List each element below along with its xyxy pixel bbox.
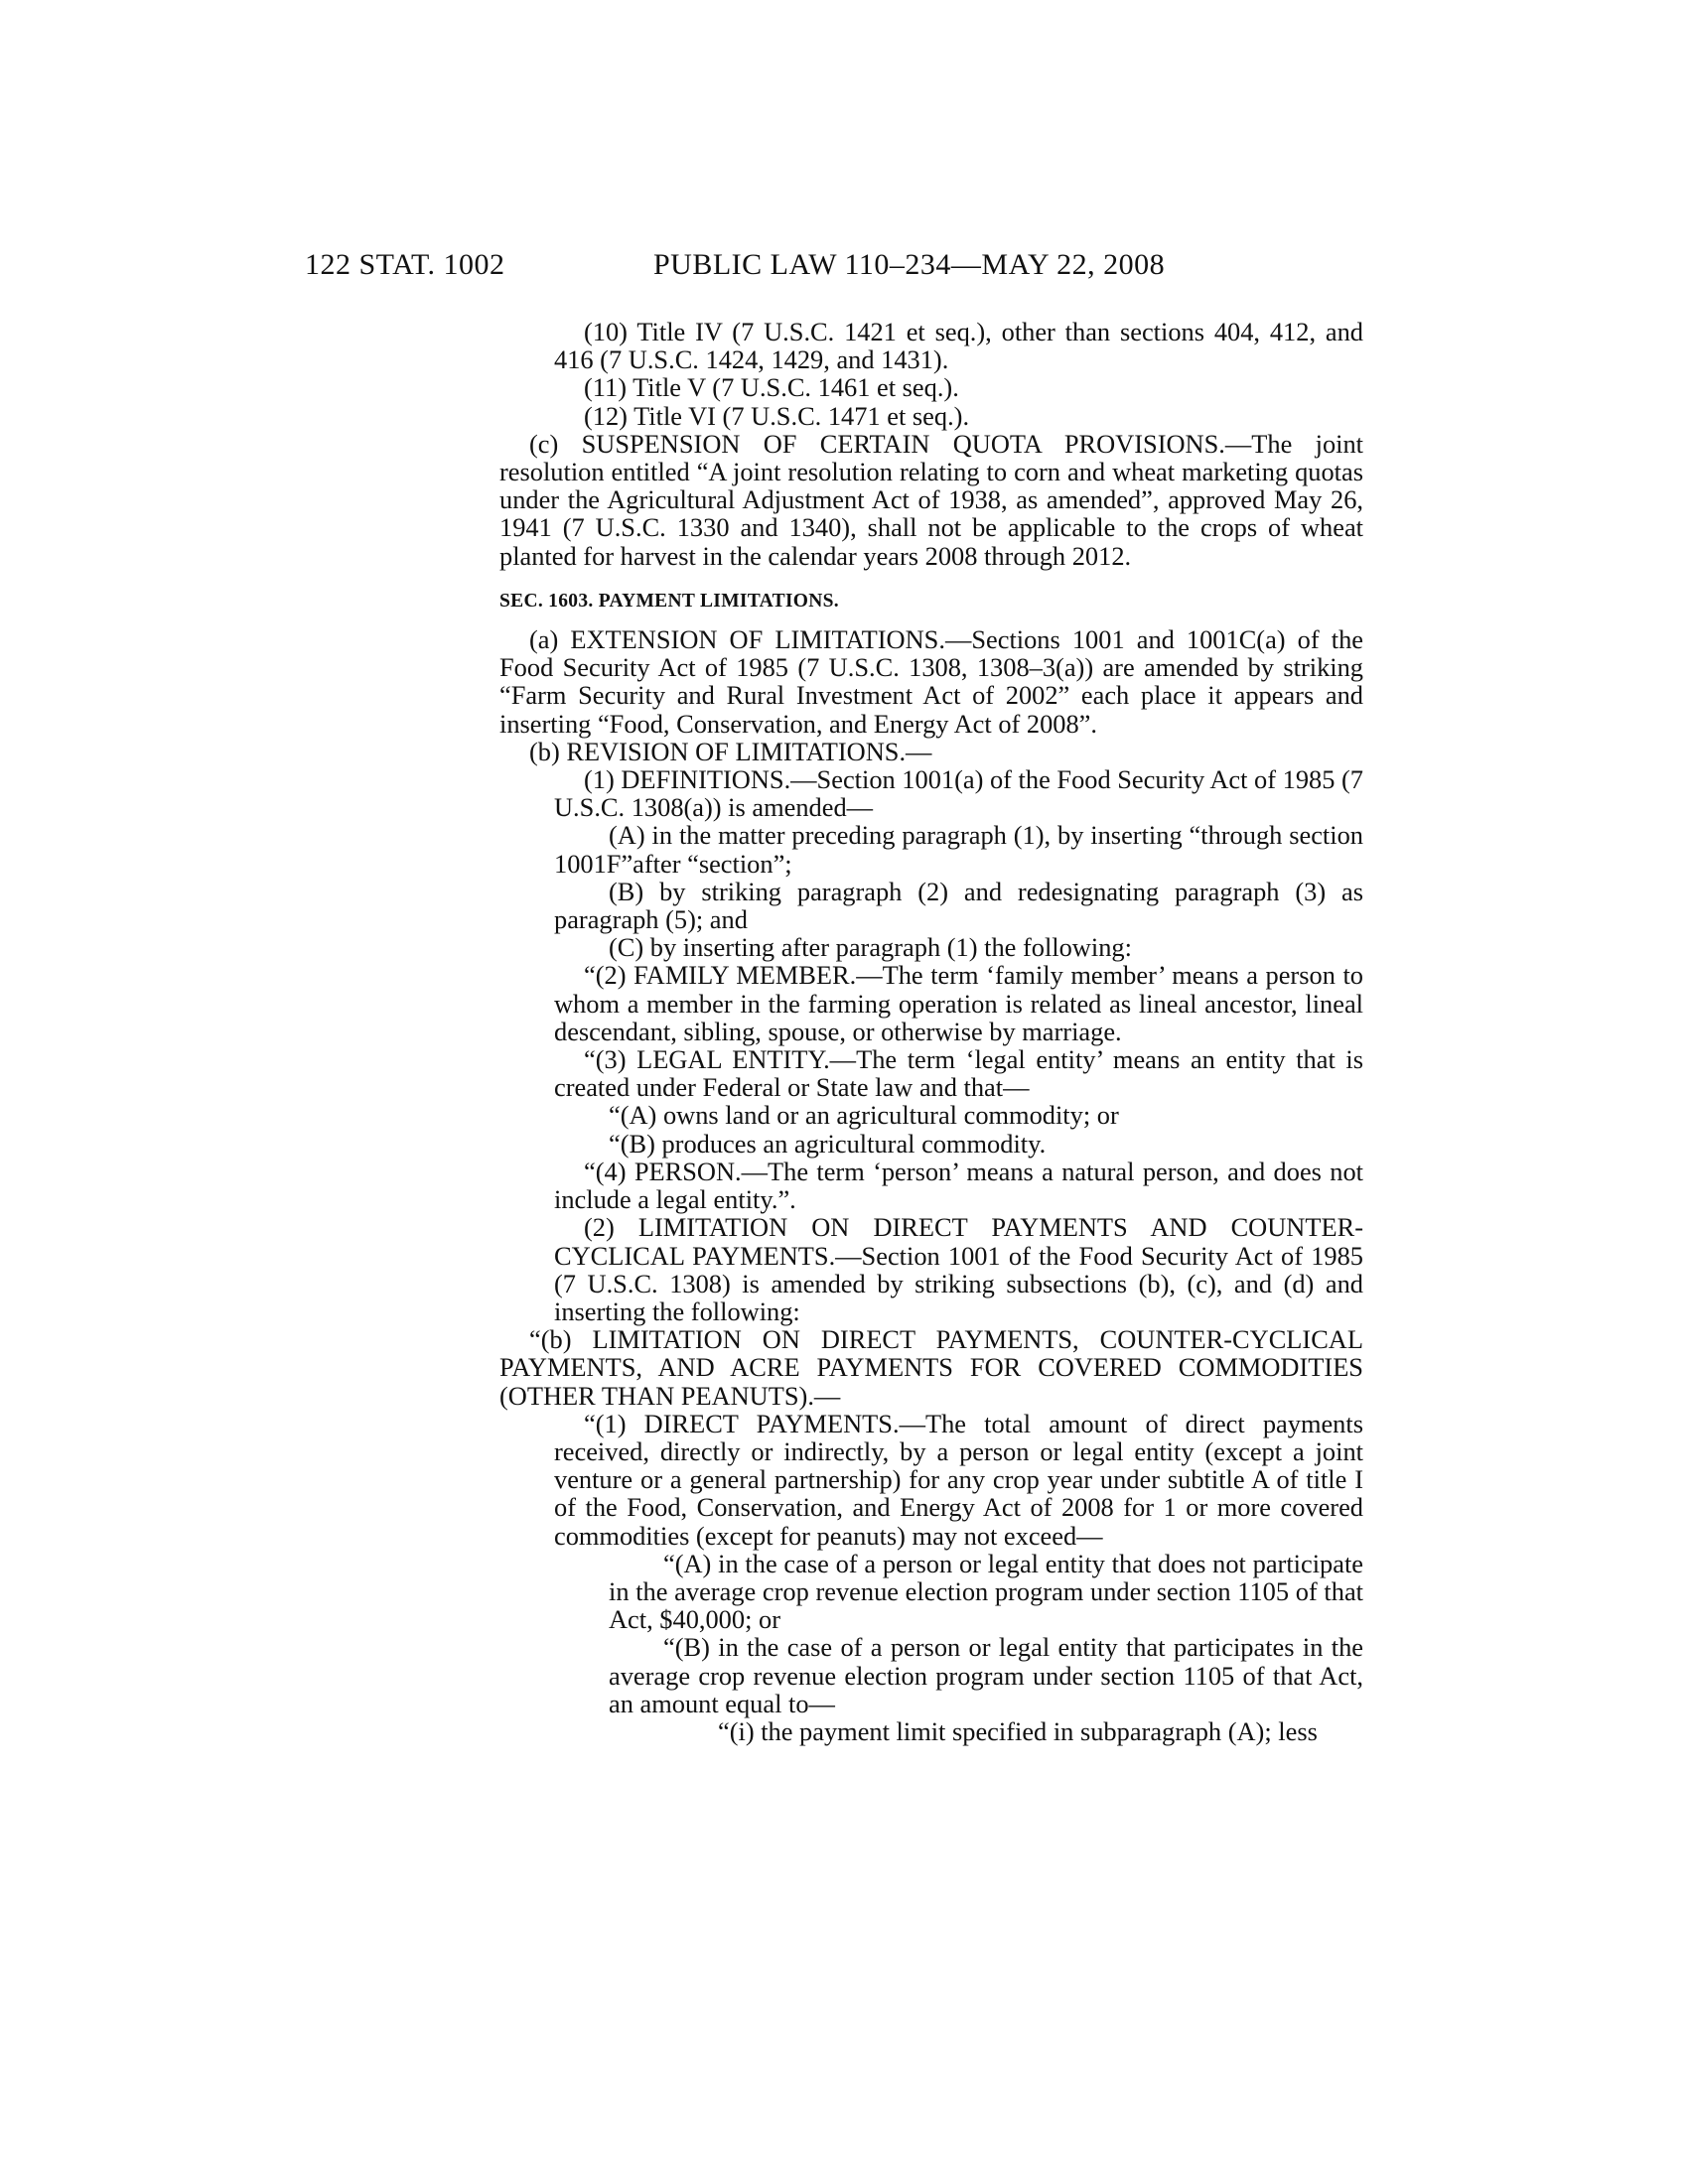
para-person: “(4) PERSON.—The term ‘person’ means a natural person, and does not include a legal entity.”. [554,1156,1363,1215]
section-heading: SEC. 1603. PAYMENT LIMITATIONS. [499,590,839,612]
page-law-header: PUBLIC LAW 110–234—MAY 22, 2008 [653,248,1166,281]
para-limitation-direct-payments: (2) LIMITATION ON DIRECT PAYMENTS AND COUNTER-CYCLICAL PAYMENTS.—Section 1001 of the Food Security Act of 1985 (7 U.S.C. 1308) is amended by striking subsections (b), (c), and (d) and inserting the following: [554,1212,1363,1326]
para-legal-entity-a: “(A) owns land or an agricultural commodity; or [609,1100,1119,1131]
para-direct-payments-b: “(B) in the case of a person or legal entity that participates in the average crop revenue election program under section 1105 of that Act, an amount equal to— [609,1632,1363,1718]
para-extension-limitations: (a) EXTENSION OF LIMITATIONS.—Sections 1001 and 1001C(a) of the Food Security Act of 1985 (7 U.S.C. 1308, 1308–3(a)) are amended by striking “Farm Security and Rural Investment Act of 2002” each place it appears and inserting “Food, Conservation, and Energy Act of 2008”. [499,624,1363,739]
para-direct-payments-b-i: “(i) the payment limit specified in subparagraph (A); less [718,1715,1318,1746]
para-definitions-a: (A) in the matter preceding paragraph (1), by inserting “through section 1001F”after “section”; [554,820,1363,879]
para-legal-entity-b: “(B) produces an agricultural commodity. [609,1128,1047,1159]
para-direct-payments: “(1) DIRECT PAYMENTS.—The total amount of direct payments received, directly or indirectly, by a person or legal entity (except a joint venture or a general partnership) for any crop year under subtitle A of title I of the Food, Conservation, and Energy Act of 2008 for 1 or more covered commodities (except for peanuts) may not exceed— [554,1408,1363,1551]
para-title-iv: (10) Title IV (7 U.S.C. 1421 et seq.), other than sections 404, 412, and 416 (7 U.S.C. 1424, 1429, and 1431). [554,317,1363,375]
document-body [499,318,1363,1745]
para-definitions-b: (B) by striking paragraph (2) and redesignating paragraph (3) as paragraph (5); and [554,876,1363,935]
para-legal-entity: “(3) LEGAL ENTITY.—The term ‘legal entity’ means an entity that is created under Federal or State law and that— [554,1044,1363,1103]
para-revision-limitations: (b) REVISION OF LIMITATIONS.— [529,736,932,766]
para-family-member: “(2) FAMILY MEMBER.—The term ‘family member’ means a person to whom a member in the farming operation is related as lineal ancestor, lineal descendant, sibling, spouse, or otherwise by marriage. [554,960,1363,1046]
para-limitation-heading-b: “(b) LIMITATION ON DIRECT PAYMENTS, COUNTER-CYCLICAL PAYMENTS, AND ACRE PAYMENTS FOR COVERED COMMODITIES (OTHER THAN PEANUTS).— [499,1324,1363,1411]
para-title-vi: (12) Title VI (7 U.S.C. 1471 et seq.). [584,400,970,431]
para-definitions-c: (C) by inserting after paragraph (1) the following: [609,932,1132,963]
para-suspension-quota: (c) SUSPENSION OF CERTAIN QUOTA PROVISIONS.—The joint resolution entitled “A joint resolution relating to corn and wheat marketing quotas under the Agricultural Adjustment Act of 1938, as amended”, approved May 26, 1941 (7 U.S.C. 1330 and 1340), shall not be applicable to the crops of wheat planted for harvest in the calendar years 2008 through 2012. [499,428,1363,571]
para-title-v: (11) Title V (7 U.S.C. 1461 et seq.). [584,372,959,403]
page-stat-citation: 122 STAT. 1002 [305,248,505,281]
para-definitions: (1) DEFINITIONS.—Section 1001(a) of the Food Security Act of 1985 (7 U.S.C. 1308(a)) is amended— [554,764,1363,823]
para-direct-payments-a: “(A) in the case of a person or legal entity that does not participate in the average crop revenue election program under section 1105 of that Act, $40,000; or [609,1548,1363,1635]
